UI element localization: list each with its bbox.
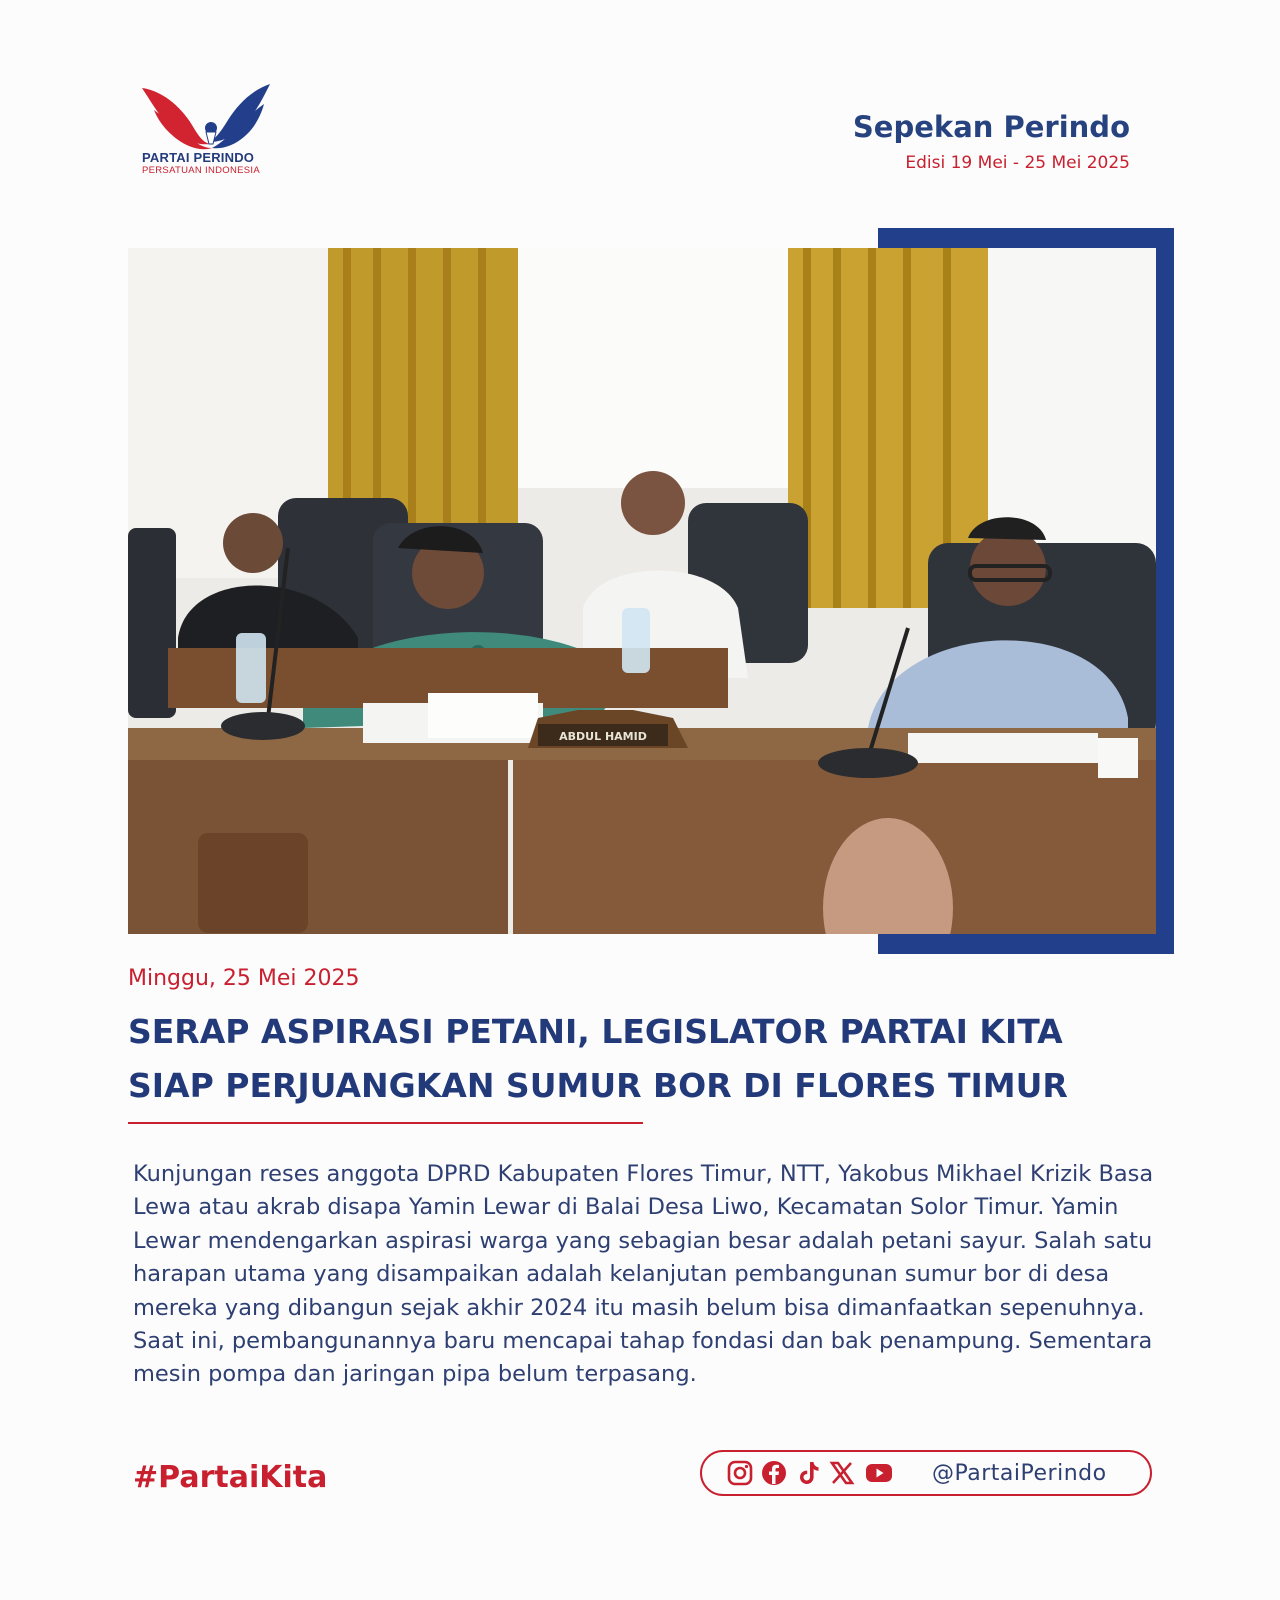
x-icon[interactable]: [828, 1459, 856, 1487]
article-headline: SERAP ASPIRASI PETANI, LEGISLATOR PARTAI KITA SIAP PERJUANGKAN SUMUR BOR DI FLORES TIMUR: [128, 1012, 1068, 1105]
instagram-icon[interactable]: [726, 1459, 754, 1487]
tiktok-icon[interactable]: [794, 1459, 822, 1487]
article-date: Minggu, 25 Mei 2025: [128, 966, 360, 991]
facebook-icon[interactable]: [760, 1459, 788, 1487]
header-edition: Edisi 19 Mei - 25 Mei 2025: [905, 153, 1130, 173]
hashtag: #PartaiKita: [133, 1460, 328, 1495]
headline-divider: [128, 1122, 643, 1124]
youtube-icon[interactable]: [862, 1459, 896, 1487]
nameplate-text: ABDUL HAMID: [559, 730, 647, 743]
meeting-photo-illustration: [128, 248, 1156, 934]
article-body: Kunjungan reses anggota DPRD Kabupaten Flores Timur, NTT, Yakobus Mikhael Krizik Basa Lewa atau akrab disapa Yamin Lewar di Balai Desa Liwo, Kecamatan Solor Timur. Yamin Lewar mendengarkan aspirasi warga yang sebagian besar adalah petani sayur. Salah satu harapan utama yang disampaikan adalah kelanjutan pembangunan sumur bor di desa mereka yang dibangun sejak akhir 2024 itu masih belum bisa dimanfaatkan sepenuhnya. Saat ini, pembangunannya baru mencapai tahap fondasi dan bak penampung. Sementara mesin pompa dan jaringan pipa belum terpasang.: [133, 1161, 1154, 1388]
meeting-photo: [128, 248, 1156, 934]
social-media-pill[interactable]: [700, 1450, 1152, 1496]
social-handle[interactable]: @PartaiPerindo: [932, 1460, 1107, 1486]
logo-name: PARTAI PERINDO: [142, 150, 255, 165]
logo-tagline: PERSATUAN INDONESIA: [142, 165, 260, 176]
header-title: Sepekan Perindo: [852, 110, 1130, 144]
